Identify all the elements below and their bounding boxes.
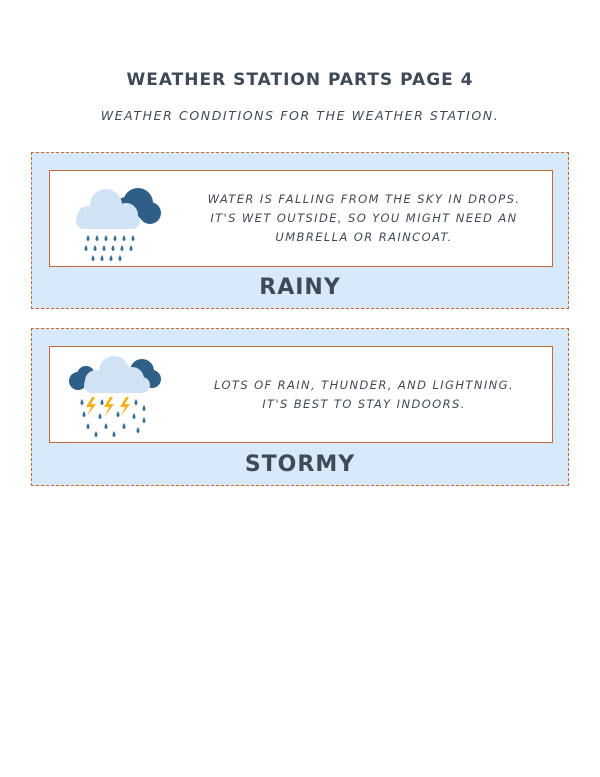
weather-card-rainy <box>31 152 569 309</box>
description-box <box>49 346 553 443</box>
storm-cloud-icon <box>62 353 166 439</box>
weather-card-stormy <box>31 328 569 486</box>
description-box <box>49 170 553 267</box>
page-subtitle: WEATHER CONDITIONS FOR THE WEATHER STATION. <box>100 108 500 123</box>
rain-cloud-icon <box>62 177 166 263</box>
stormy-description <box>190 347 538 442</box>
description-line: WATER IS FALLING FROM THE SKY IN DROPS. <box>207 192 521 206</box>
rainy-label: RAINY <box>259 275 341 300</box>
stormy-label: STORMY <box>244 452 356 477</box>
description-line: IT'S WET OUTSIDE, SO YOU MIGHT NEED AN <box>210 211 518 225</box>
description-line: IT'S BEST TO STAY INDOORS. <box>262 396 466 411</box>
description-line: LOTS OF RAIN, THUNDER, AND LIGHTNING. <box>213 377 514 392</box>
page-title: WEATHER STATION PARTS PAGE 4 <box>126 70 474 90</box>
rainy-description <box>190 171 538 266</box>
description-line: UMBRELLA OR RAINCOAT. <box>275 230 453 244</box>
